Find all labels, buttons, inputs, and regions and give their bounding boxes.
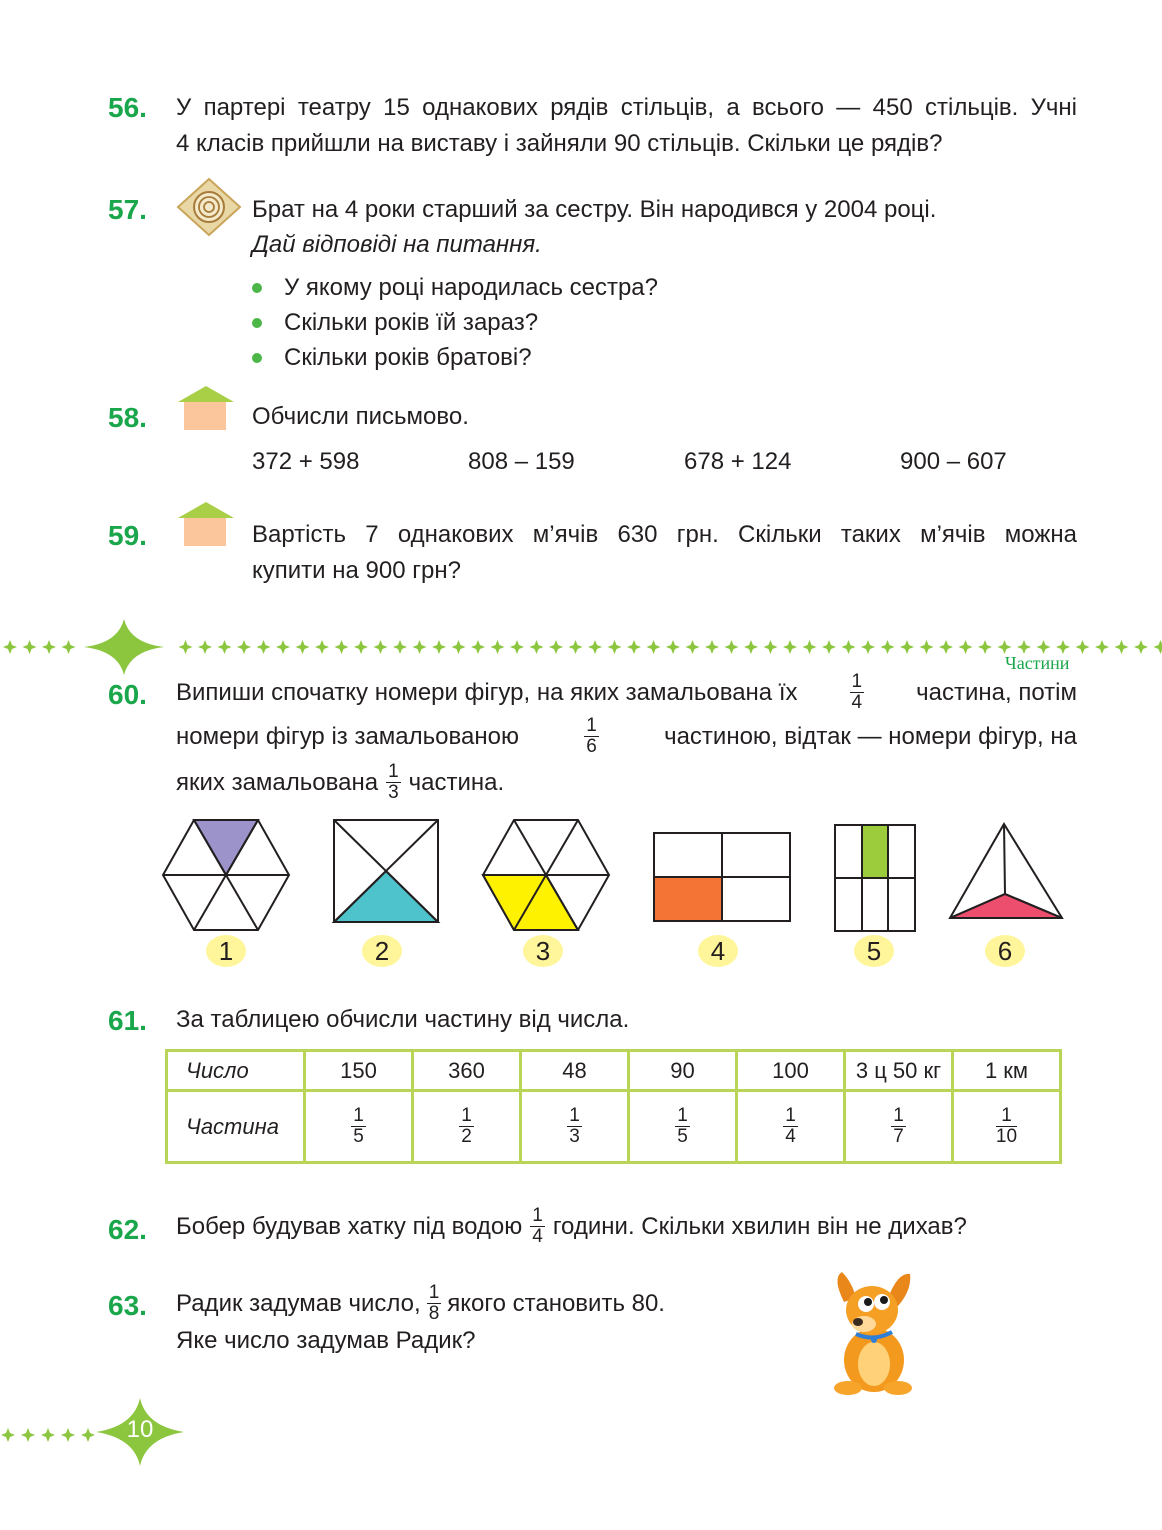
- divider-star: [1154, 640, 1162, 654]
- divider-star: [764, 640, 778, 654]
- divider-star: [725, 640, 739, 654]
- task-60-number: 60.: [108, 679, 147, 710]
- task-60-line1: Випиши спочатку номери фігур, на яких замальована їх $\frac{1}{4}$ частина, потім: [176, 671, 1077, 713]
- divider-star: [686, 640, 700, 654]
- figure-2-square: [334, 820, 438, 922]
- divider-star: [647, 640, 661, 654]
- divider-star: [1095, 640, 1109, 654]
- task-57-bullet-2: Скільки років їй зараз?: [252, 305, 538, 341]
- table-head-number: Число: [167, 1051, 305, 1091]
- task-57-bullet-1: У якому році народилась сестра?: [252, 270, 658, 306]
- table-cell: $\frac{1}{4}$: [737, 1091, 845, 1163]
- figure-label-6: 6: [985, 935, 1025, 967]
- task-60-line2: номери фігур із замальованою $\frac{1}{6}$ частиною, відтак — номери фігур, на: [176, 715, 1077, 757]
- table-cell: $\frac{1}{2}$: [413, 1091, 521, 1163]
- topic-title: Частини: [1005, 653, 1070, 673]
- divider-star: [62, 640, 76, 654]
- table-cell: 360: [413, 1051, 521, 1091]
- divider-star: [354, 640, 368, 654]
- divider-star: [23, 640, 37, 654]
- divider-star: [218, 640, 232, 654]
- divider-star: [374, 640, 388, 654]
- table-cell: 3 ц 50 кг: [845, 1051, 953, 1091]
- table-cell: $\frac{1}{7}$: [845, 1091, 953, 1163]
- fraction-one-quarter: $\frac{1}{4}$: [532, 1205, 543, 1247]
- divider-star: [900, 640, 914, 654]
- task-59-line1: Вартість 7 однакових м’ячів 630 грн. Скільки таких м’ячів можна: [252, 521, 1077, 548]
- table-head-part: Частина: [167, 1091, 305, 1163]
- divider-star: [822, 640, 836, 654]
- expression-3: 678 + 124: [684, 448, 792, 475]
- divider-star: [237, 640, 251, 654]
- task-57-bullet-3: Скільки років братові?: [252, 340, 532, 376]
- divider-star: [1017, 640, 1031, 654]
- task-57-number: 57.: [108, 194, 147, 225]
- task-58-number: 58.: [108, 402, 147, 433]
- task-58-text: Обчисли письмово.: [252, 403, 469, 430]
- divider-star: [413, 640, 427, 654]
- figure-3-hexagon: [483, 820, 609, 930]
- divider-star: [393, 640, 407, 654]
- divider-star: [530, 640, 544, 654]
- expression-2: 808 – 159: [468, 448, 575, 475]
- table-cell: 48: [521, 1051, 629, 1091]
- task-56-line2: 4 класів прийшли на виставу і зайняли 90 стільців. Скільки це рядів?: [176, 130, 943, 157]
- divider-star: [452, 640, 466, 654]
- divider-star: [842, 640, 856, 654]
- divider-star: [42, 640, 56, 654]
- task-59-line2: купити на 900 грн?: [252, 557, 461, 584]
- fraction-one-eighth: $\frac{1}{8}$: [428, 1282, 440, 1324]
- divider-star: [881, 640, 895, 654]
- figure-label-5: 5: [854, 935, 894, 967]
- figure-1-hexagon: [163, 820, 289, 930]
- section-divider: [0, 637, 1162, 655]
- table-cell: $\frac{1}{5}$: [629, 1091, 737, 1163]
- divider-star: [608, 640, 622, 654]
- fractions-table: [165, 1049, 1062, 1164]
- table-cell: $\frac{1}{10}$: [953, 1091, 1061, 1163]
- expression-1: 372 + 598: [252, 448, 360, 475]
- divider-star: [998, 640, 1012, 654]
- figure-label-1: 1: [206, 935, 246, 967]
- task-62-number: 62.: [108, 1214, 147, 1245]
- divider-star-ornament: [84, 619, 164, 675]
- divider-star: [627, 640, 641, 654]
- divider-star: [335, 640, 349, 654]
- divider-star: [3, 640, 17, 654]
- page-number: 10: [126, 1416, 154, 1443]
- divider-star: [315, 640, 329, 654]
- task-57-text: Брат на 4 роки старший за сестру. Він народився у 2004 році.: [252, 196, 937, 223]
- maze-icon: [176, 177, 242, 237]
- task-60-line3: яких замальована $\frac{1}{3}$ частина.: [176, 761, 505, 803]
- divider-star: [939, 640, 953, 654]
- divider-star: [666, 640, 680, 654]
- divider-star: [1134, 640, 1148, 654]
- figure-4-rectangle: [654, 833, 790, 921]
- task-61-number: 61.: [108, 1005, 147, 1036]
- divider-star: [783, 640, 797, 654]
- divider-star: [257, 640, 271, 654]
- dog-illustration: [826, 1268, 922, 1396]
- table-cell: 1 км: [953, 1051, 1061, 1091]
- house-icon: [176, 384, 236, 432]
- task-62-text: Бобер будував хатку під водою $\frac{1}{4}$ години. Скільки хвилин він не дихав?: [176, 1205, 967, 1247]
- figure-label-3: 3: [523, 935, 563, 967]
- divider-star: [491, 640, 505, 654]
- task-61-text: За таблицею обчисли частину від числа.: [176, 1006, 630, 1033]
- divider-star: [1076, 640, 1090, 654]
- table-cell: 90: [629, 1051, 737, 1091]
- figure-label-4: 4: [698, 935, 738, 967]
- page-number-ornament: [0, 1398, 190, 1466]
- figure-label-2: 2: [362, 935, 402, 967]
- divider-star: [803, 640, 817, 654]
- divider-star: [432, 640, 446, 654]
- task-63-number: 63.: [108, 1290, 147, 1321]
- divider-star: [510, 640, 524, 654]
- divider-star: [920, 640, 934, 654]
- divider-star: [1056, 640, 1070, 654]
- figure-5-rectangle: [835, 825, 915, 931]
- divider-star: [549, 640, 563, 654]
- fraction-figures: [0, 810, 1162, 940]
- task-56-number: 56.: [108, 92, 147, 123]
- divider-star: [179, 640, 193, 654]
- divider-star: [471, 640, 485, 654]
- table-cell: $\frac{1}{5}$: [305, 1091, 413, 1163]
- table-cell: 150: [305, 1051, 413, 1091]
- figure-6-triangle: [950, 824, 1062, 918]
- house-icon: [176, 500, 236, 548]
- task-63-line1: Радик задумав число, $\frac{1}{8}$ якого становить 80.: [176, 1282, 665, 1324]
- divider-star: [744, 640, 758, 654]
- divider-star: [1115, 640, 1129, 654]
- fraction-one-third: $\frac{1}{3}$: [388, 761, 399, 803]
- divider-star: [1037, 640, 1051, 654]
- fraction-one-quarter: $\frac{1}{4}$: [851, 671, 863, 713]
- divider-star: [198, 640, 212, 654]
- divider-star: [296, 640, 310, 654]
- expression-4: 900 – 607: [900, 448, 1007, 475]
- divider-star: [705, 640, 719, 654]
- divider-star: [959, 640, 973, 654]
- divider-star: [861, 640, 875, 654]
- task-56-line1: У партері театру 15 однакових рядів стільців, а всього — 450 стільців. Учні: [176, 94, 1077, 121]
- table-cell: $\frac{1}{3}$: [521, 1091, 629, 1163]
- task-63-line2: Яке число задумав Радик?: [176, 1327, 476, 1354]
- fraction-one-sixth: $\frac{1}{6}$: [586, 715, 597, 757]
- divider-star: [569, 640, 583, 654]
- divider-star: [978, 640, 992, 654]
- task-57-instruction: Дай відповіді на питання.: [252, 231, 542, 258]
- task-59-number: 59.: [108, 520, 147, 551]
- table-cell: 100: [737, 1051, 845, 1091]
- divider-star: [588, 640, 602, 654]
- divider-star: [276, 640, 290, 654]
